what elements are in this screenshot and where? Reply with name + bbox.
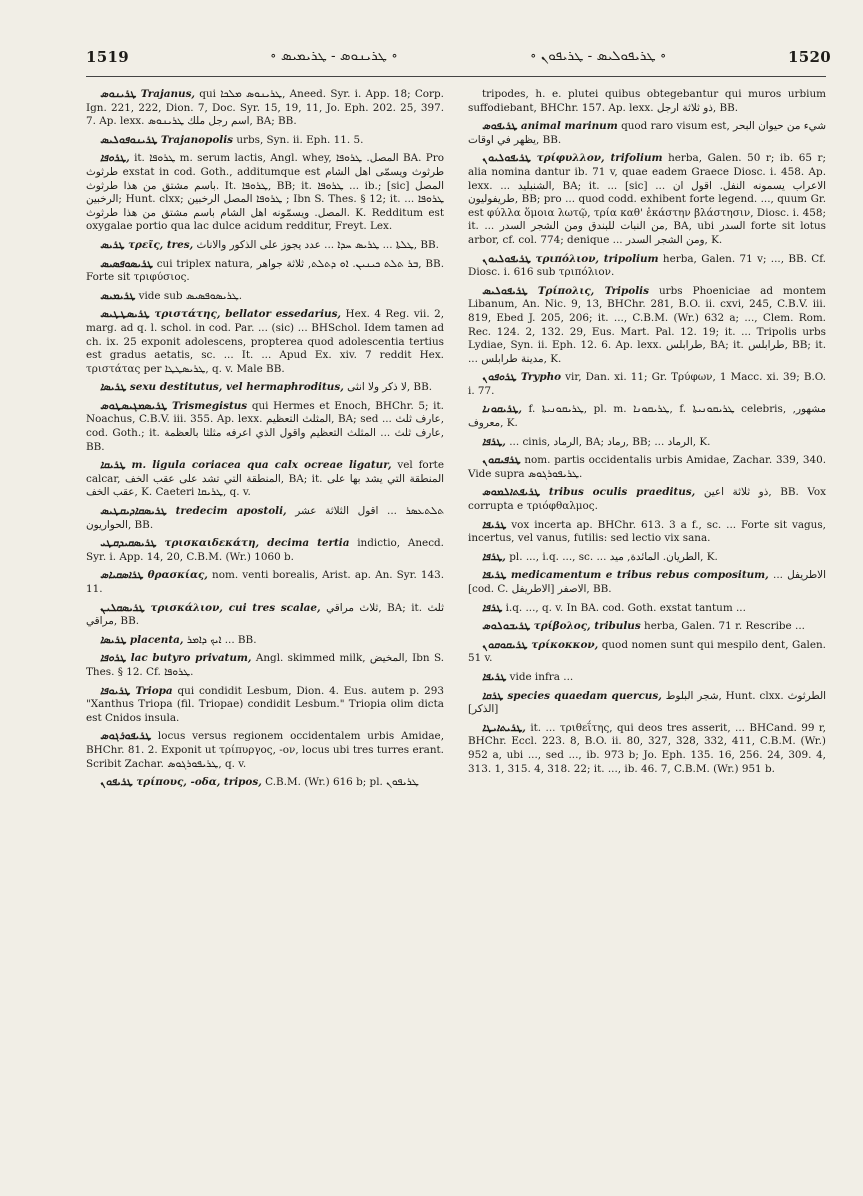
dictionary-entry <box>468 602 826 616</box>
dictionary-entry <box>468 486 826 513</box>
dictionary-entry <box>86 730 444 771</box>
entry-definition: vide infra ... <box>509 670 574 683</box>
entry-definition: ... cinis, الرماد, BA; رماد, BB; ... الرماد, K. <box>509 435 711 448</box>
dictionary-entry <box>86 569 444 596</box>
entry-headword: ܛܪܩܐ species quaedam quercus, <box>482 689 662 702</box>
dictionary-entry <box>468 253 826 280</box>
right-running-head: ∘ ܛܪܝܦܘܠܝܣ - ܛܪܝܦܘܢ ∘ <box>530 48 667 64</box>
entry-headword: ܛܪܝܣܐ placenta, <box>100 633 184 646</box>
right-page-number: 1520 <box>788 48 831 66</box>
entry-definition: ذو ثلاثة اعين, BB. Vox corrupta e τριόφθαλμος. <box>468 486 826 513</box>
left-page-number: 1519 <box>86 48 129 66</box>
entry-headword: ܛܪܦܐ, <box>482 550 506 563</box>
entry-headword: ܛܪܝܣܩܝܕܩܛܝ τρισκαιδεκάτη, decima tertia <box>100 537 350 550</box>
entry-headword: ܛܪܝܦܘܠܝܘܢ τριπόλιον, tripolium <box>482 252 659 265</box>
entry-definition: quod raro visum est, شيء من حيوان البحر يظهر في اوقات, BB. <box>468 120 826 146</box>
entry-headword: ܛܪܦܐ, <box>482 435 506 448</box>
entry-definition: pl. ..., i.q. ..., sc. ... الطريان. المائدة, ميد, K. <box>509 550 718 563</box>
entry-headword: ܛܪܝܦܘܪܓܘܣ <box>100 730 152 743</box>
dictionary-entry <box>468 371 826 398</box>
entry-definition: vel forte calcar, المنطقة التي تشد على عقب الخف, BA; it. المنطقة التي يشد بها على عقب الخف, K. Caeteri ܛܪܝܩܐ, q. v. <box>86 459 444 499</box>
entry-definition: qui Hermes et Enoch, BHChr. 5; it. Noachus, C.B.V. iii. 355. Ap. lexx. المثلث التعظيم, BA; sed ... عارف ثلث, cod. Goth.; it. عارف ثلث ... المثلث التعظيم واقول الذي اعرفه مثلثا بالعظمة, BB. <box>86 399 444 453</box>
dictionary-entry <box>86 88 444 129</box>
dictionary-entry <box>468 403 826 430</box>
entry-definition: indictio, Anecd. Syr. i. App. 14, 20, C.B.M. (Wr.) 1060 b. <box>86 537 444 563</box>
dictionary-entry <box>468 620 826 634</box>
left-column <box>86 88 444 795</box>
dictionary-entry <box>86 258 444 285</box>
dictionary-entry <box>86 459 444 500</box>
entry-headword: ܛܪܐܣܩܝܐܣ θρασκίας, <box>100 569 208 582</box>
entry-definition: ܬܠܬܥܣܪ ... اقول الثلاثة عشر الحواريون, BB. <box>86 505 444 531</box>
entry-headword: ܛܪܘܦܘܢ Trypho <box>482 371 562 384</box>
dictionary-entry <box>86 290 444 304</box>
dictionary-entry <box>468 551 826 565</box>
dictionary-entry <box>468 690 826 717</box>
entry-headword: ܛܪܝܣܛܛܝܣ τριστάτης, bellator essedarius, <box>100 308 342 321</box>
entry-headword: ܛܪܝܒܘܠܘܣ τρίβολος, tribulus <box>482 620 641 633</box>
dictionary-entry <box>86 537 444 564</box>
entry-headword: ܛܪܦܐ <box>482 601 503 614</box>
entry-definition: it. ܛܪܘܦܐ m. serum lactis, Angl. whey, المصل. ܛܪܘܦܐ BA. Pro طرثوث exstat in cod. Goth., additumque est طرثوث ويسمّى اهل الشام باسم مشتق من هذا طرثوث. It. ܛܪܘܦܐ, BB; it. ܛܪܘܦܐ ... ib.; [sic] المصل الرخبين; Hunt. clxx; ܛܪܘܦܐ المصل الرخبين ; Ibn S. Thes. § 12; it. ܛܪܘܦܐ ... المصل. ويسمّونه اهل الشام باسم مشتق من هذا طرثوث. K. Redditum est oxygalae portio qua lac dulce acidum redditur, Freyt. Lex. <box>86 152 445 233</box>
entry-headword: ܛܪܝܘܦܐ Triopa <box>100 684 173 697</box>
entry-headword: ܛܪܝܣܡܓܝܣܛܘܣ Trismegistus <box>100 399 248 412</box>
dictionary-entry <box>86 776 444 790</box>
entry-definition: ... الاطريفل [cod. C. الاطريفل] الاصفر, BB. <box>468 569 826 595</box>
entry-definition: vide sub ܛܪܝܣܘܦܣܝܣ. <box>138 289 243 302</box>
right-column <box>468 88 826 781</box>
entry-definition: ܛܠܬܐ ... ܛܪܝܣ ܚܕܐ ... عدد يجوز على الذكور والاناث, BB. <box>196 238 439 251</box>
dictionary-entry <box>468 88 826 115</box>
entry-headword: ܛܪܘܦܐ, <box>100 152 130 165</box>
entry-definition: herba, Galen. 71 r. Rescribe ... <box>644 620 805 633</box>
entry-definition: Angl. skimmed milk, المخيض, Ibn S. Thes. § 12. Cf. ܛܪܘܦܐ. <box>86 652 444 678</box>
entry-definition: urbs, Syn. ii. Eph. 11. 5. <box>236 133 364 146</box>
entry-headword: ܛܪܝܩܘܢܐ, <box>482 403 522 416</box>
dictionary-entry <box>468 722 826 776</box>
entry-headword: ܛܪܝܦܘܠܝܘܢ τρίφυλλον, trifolium <box>482 152 663 165</box>
entry-definition: tripodes, h. e. plutei quibus obtegebantur qui muros urbium suffodiebant, BHChr. 157. Ap. lexx. ذو ثلاثة ارجل, BB. <box>468 88 826 114</box>
entry-headword: ܛܪܝܦܘܢ τρίπους, -οδα, tripos, <box>100 776 262 789</box>
entry-definition: لا ذكر ولا انثى, BB. <box>347 381 433 394</box>
dictionary-entry <box>468 454 826 481</box>
dictionary-entry <box>86 239 444 253</box>
entry-headword: ܛܪܝܦܬܐܠܡܘܣ tribus oculis praeditus, <box>482 486 696 499</box>
entry-headword: ܛܪܝܢܘܣ Trajanus, <box>100 88 196 100</box>
dictionary-entry <box>468 671 826 685</box>
entry-definition: cui triplex natura, ܒܪ ܬܠܬ ܟܝܢܝܢ. ܐܘ ܕܬܠܬ, ثلاثة جواهر, BB. Forte sit τριφύσιος. <box>86 257 444 284</box>
entry-definition: ܐܝܟ ܕܐܡܪ ... BB. <box>186 633 257 646</box>
entry-definition: it. ... τριθεΐτης, qui deos tres asserit, ... BHCand. 99 r, BHChr. Eccl. 223. 8, B.O. ii. 80, 327, 328, 332, 411, C.B.M. (Wr.) 952 a, ubi ..., sed ..., ib. 973 b; Jo. Eph. 135. 16, 256. 24, 309. 4, 313. 1, 315. 4, 318. 22; it. ..., ib. 46. 7, C.B.M. (Wr.) 951 b. <box>468 721 826 775</box>
dictionary-entry <box>468 152 826 247</box>
entry-definition: شجر البلوط, Hunt. clxx. الطرثوث [الذكر] <box>468 689 826 716</box>
entry-headword: ܛܪܝܣ τρεῖς, tres, <box>100 238 194 251</box>
entry-definition: C.B.M. (Wr.) 616 b; pl. ܛܪܝܦܘܢ <box>265 776 419 789</box>
dictionary-entry <box>86 134 444 148</box>
entry-headword: ܛܪܦܝܩܘܢ <box>482 454 521 467</box>
page-header <box>0 48 863 72</box>
dictionary-entry <box>86 685 444 726</box>
entry-headword: ܛܪܝܩܐ m. ligula coriacea qua calx ocreae ligatur, <box>100 459 392 472</box>
entry-definition: i.q. ..., q. v. In BA. cod. Goth. exstat tantum ... <box>505 601 746 614</box>
entry-definition: quod nomen sunt qui mespilo dent, Galen. 51 v. <box>468 638 826 665</box>
dictionary-entry <box>86 152 444 234</box>
dictionary-entry <box>86 308 444 376</box>
entry-definition: Hex. 4 Reg. vii. 2, marg. ad q. l. schol. in cod. Par. ... (sic) ... BHSchol. Idem tamen ad ch. ix. 25 exponit adolescens, propterea quod adolescentia tertius est gradus aetatis, sc. ... It. ... Apud Ex. xiv. 7 reddit Hex. τριστάτας per ܛܪܝܣܛܛܐ, q. v. Male BB. <box>86 308 445 375</box>
dictionary-entry <box>468 285 826 367</box>
entry-headword: ܛܪܝܦܐ <box>482 670 507 683</box>
dictionary-entry <box>468 120 826 147</box>
header-rule <box>86 76 826 77</box>
entry-definition: f. ܛܪܝܩܘܢܝܬܐ, pl. m. ܛܪܝܩܘܢܐ, f. ܛܪܝܩܘܢܝܬܐ celebris, مشهور, معروف, K. <box>468 403 826 430</box>
entry-definition: vox incerta ap. BHChr. 613. 3 a f., sc. ... Forte sit vagus, incertus, vel vanus, futilis: sed lectio vix sana. <box>468 518 826 545</box>
entry-headword: ܛܪܝܦܐ medicamentum e tribus rebus compositum, <box>482 569 769 582</box>
entry-definition: vir, Dan. xi. 11; Gr. Τρύφων, 1 Macc. xi. 39; B.O. i. 77. <box>468 371 826 397</box>
entry-headword: ܛܪܝܣܩܠܝܢ τρισκάλιον, cui tres scalae, <box>100 601 321 614</box>
left-running-head: ∘ ܛܪܝܢܘܣ - ܛܪܝܡܝܣ ∘ <box>270 48 398 64</box>
entry-headword: ܛܪܝܩܘܩܘܢ τρίκοκκον, <box>482 638 599 651</box>
entry-headword: ܛܪܝܣܐ sexu destitutus, vel hermaphroditus, <box>100 381 344 394</box>
entry-headword: ܛܪܝܦܘܣ animal marinum <box>482 120 618 133</box>
entry-definition: herba, Galen. 71 v; ..., BB. Cf. Diosc. i. 616 sub τριπόλιον. <box>468 252 826 279</box>
dictionary-entry <box>468 519 826 546</box>
dictionary-entry <box>468 436 826 450</box>
entry-headword: ܛܪܝܬܐܝܛܐ, <box>482 721 526 734</box>
entry-headword: ܛܪܘܦܐ lac butyro privatum, <box>100 652 252 665</box>
entry-headword: ܛܪܝܦܘܠܝܣ Τρίπολις, Tripolis <box>482 284 649 297</box>
dictionary-entry <box>86 381 444 395</box>
entry-definition: nom. partis occidentalis urbis Amidae, Zachar. 339, 340. Vide supra ܛܪܝܦܘܪܓܘܣ. <box>468 454 826 480</box>
entry-definition: ثلاث مراقي, BA; it. ثلث مراقي, BB. <box>86 601 445 628</box>
dictionary-entry <box>86 602 444 629</box>
dictionary-entry <box>86 634 444 648</box>
entry-definition: herba, Galen. 50 r; ib. 65 r; alia nomina dantur ib. 71 v, quae eadem Graece Diosc. i. 458. Ap. lexx. ... الشنبليد, BA; it. ... [sic] ... الاعراب يسمونه النفل. اقول ان طريفوليون, BB; pro ... quod codd. exhibent forte legend. ..., quum Gr. est φύλλα ὅμοια λωτῷ, τρία καθ' ἑκάστην βλάστησιν, Diosc. i. 458; it. ... من النبات للبندق ومن الشجر السدر, BA, ubi السدر forte sit lotus arbor, cf. col. 774; denique ... ومن الشجر السدر, K. <box>468 152 827 246</box>
entry-headword: ܛܪܝܦܐ <box>482 518 507 531</box>
entry-definition: qui ܛܪܝܢܘܣ ܡܠܟܐ, Aneed. Syr. i. App. 18; Corp. Ign. 221, 222, Dion. 7, Doc. Syr. 15, 19, 11, Jo. Eph. 202. 25, 397. 7. Ap. lexx. اسم رجل ملك ܛܪܝܢܘܣ, BA; BB. <box>86 88 444 128</box>
entry-definition: nom. venti borealis, Arist. ap. An. Syr. 143. 11. <box>86 569 445 595</box>
entry-headword: ܛܪܝܣܘܦܣܝܣ <box>100 257 153 270</box>
entry-definition: urbs Phoeniciae ad montem Libanum, An. Nic. 9, 13, BHChr. 281, B.O. ii. cxvi, 245, C.B.V. iii. 819, Ebed J. 205, 206; it. ..., C.B.M. (Wr.) 632 a; ..., Clem. Rom. Rec. 124. 2, 132. 29, Eus. Mart. Pal. 12. 19; it. ... Tripolis urbs Lydiae, Syn. ii. Eph. 12. 6. Ap. lexx. طرابلس, BA; it. طرابلس, BB; it. ... مدينة طرابلس, K. <box>468 284 827 365</box>
entry-headword: ܛܪܝܡܝܣ <box>100 289 136 302</box>
dictionary-entry <box>86 652 444 679</box>
entry-definition: qui condidit Lesbum, Dion. 4. Eus. autem p. 293 "Xanthus Triopa (fil. Triopae) condidit Lesbum." Triopia olim dicta est Cnidos insula. <box>86 684 444 724</box>
dictionary-entry <box>468 569 826 596</box>
entry-definition: locus versus regionem occidentalem urbis Amidae, BHChr. 81. 2. Exponit ut τρίπυργος, -ον, locus ubi tres turres erant. Scribit Zachar. ܛܪܝܦܘܪܓܘܣ, q. v. <box>86 730 444 770</box>
entry-headword: ܛܪܝܣܩܐܕܝܩܛܝܣ tredecim apostoli, <box>100 505 287 518</box>
dictionary-entry <box>468 639 826 666</box>
dictionary-entry <box>86 400 444 454</box>
entry-headword: ܛܪܝܢܘܦܘܠܝܣ Trajanopolis <box>100 133 233 146</box>
dictionary-entry <box>86 505 444 532</box>
